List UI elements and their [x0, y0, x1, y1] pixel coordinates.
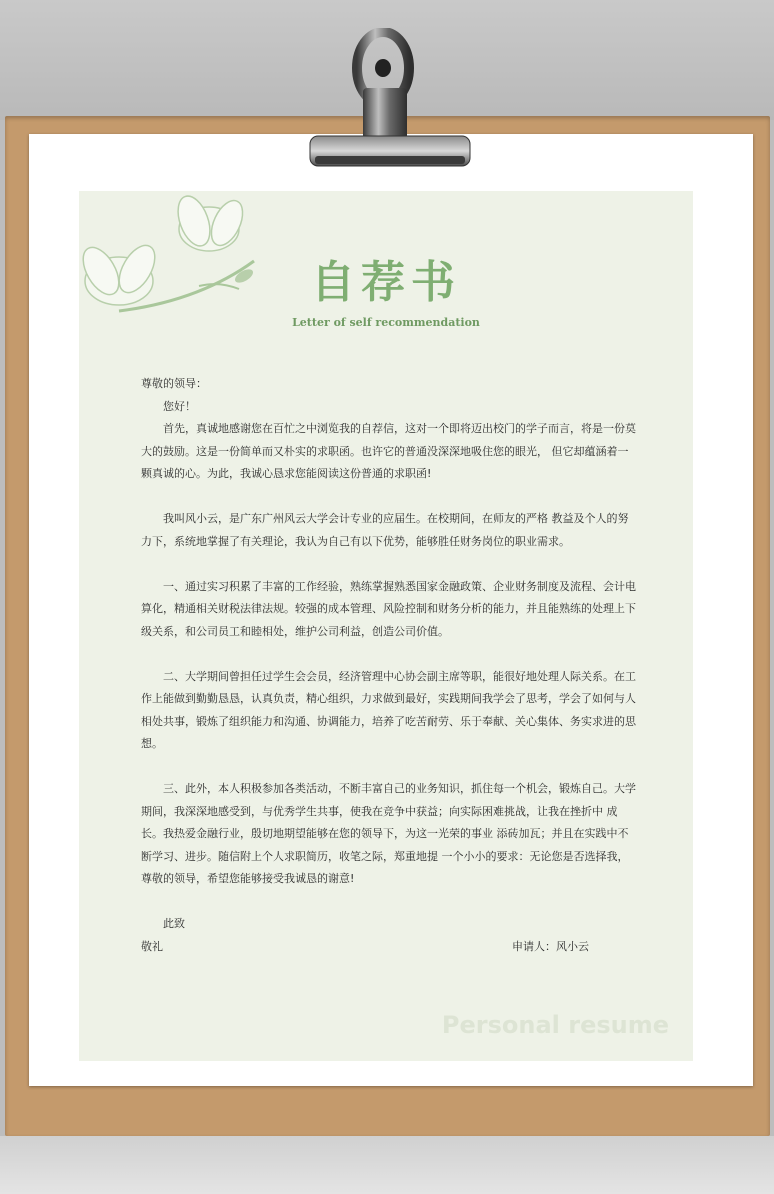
letter-subtitle: Letter of self recommendation [292, 316, 480, 329]
closing-line-2: 敬礼 [141, 939, 163, 953]
paragraph-3: 一、通过实习积累了丰富的工作经验，熟练掌握熟悉国家金融政策、企业财务制度及流程、会计电算化，精通相关财税法律法规。较强的成本管理、风险控制和财务分析的能力，并且能熟练的处理上下级关系，和公司员工和睦相处，维护公司利益，创造公司价值。 [141, 579, 636, 638]
paragraph-4: 二、大学期间曾担任过学生会会员，经济管理中心协会副主席等职，能很好地处理人际关系。在工作上能做到勤勤恳恳，认真负责，精心组织，力求做到最好，实践期间我学会了思考，学会了如何与人相处共事，锻炼了组织能力和沟通、协调能力，培养了吃苦耐劳、乐于奉献、关心集体、务实求进的思想。 [141, 669, 636, 750]
paragraph-5: 三、此外，本人积极参加各类活动，不断丰富自己的业务知识，抓住每一个机会，锻炼自己。大学期间，我深深地感受到，与优秀学生共事，使我在竞争中获益；向实际困难挑战，让我在挫折中 成长。我热爱金融行业，殷切地期望能够在您的领导下，为这一光荣的事业 添砖加瓦；并且在实践中不断学习、进步。随信附上个人求职简历，收笔之际，郑重地提 一个小小的要求：无论您是否选择我，尊敬的领导，希望您能够接受我诚恳的谢意! [141, 782, 636, 885]
closing-line-1: 此致 [163, 917, 185, 930]
background-bottom [0, 1136, 774, 1194]
applicant-name: 申请人：风小云 [512, 939, 589, 953]
greeting: 您好！ [163, 399, 196, 413]
paragraph-1: 首先，真诚地感谢您在百忙之中浏览我的自荐信，这对一个即将迈出校门的学子而言，将是一份莫大的鼓励。这是一份简单而又朴实的求职函。也许它的普通没深深地吸住您的眼光， 但它却蕴涵着一颗真诚的心。为此，我诚心恳求您能阅读这份普通的求职函! [141, 422, 636, 480]
paragraph-2: 我叫风小云，是广东广州风云大学会计专业的应届生。在校期间，在师友的严格 教益及个人的努力下，系统地掌握了有关理论，我认为自己有以下优势，能够胜任财务岗位的职业需求。 [141, 512, 629, 548]
salutation: 尊敬的领导： [141, 377, 207, 390]
watermark-text: Personal resume [441, 1011, 669, 1039]
letter-body [141, 373, 639, 958]
binder-clip-icon [305, 28, 475, 178]
letter-page [79, 191, 693, 1061]
closing-row [141, 936, 639, 959]
letter-title: 自荐书 [311, 257, 461, 308]
